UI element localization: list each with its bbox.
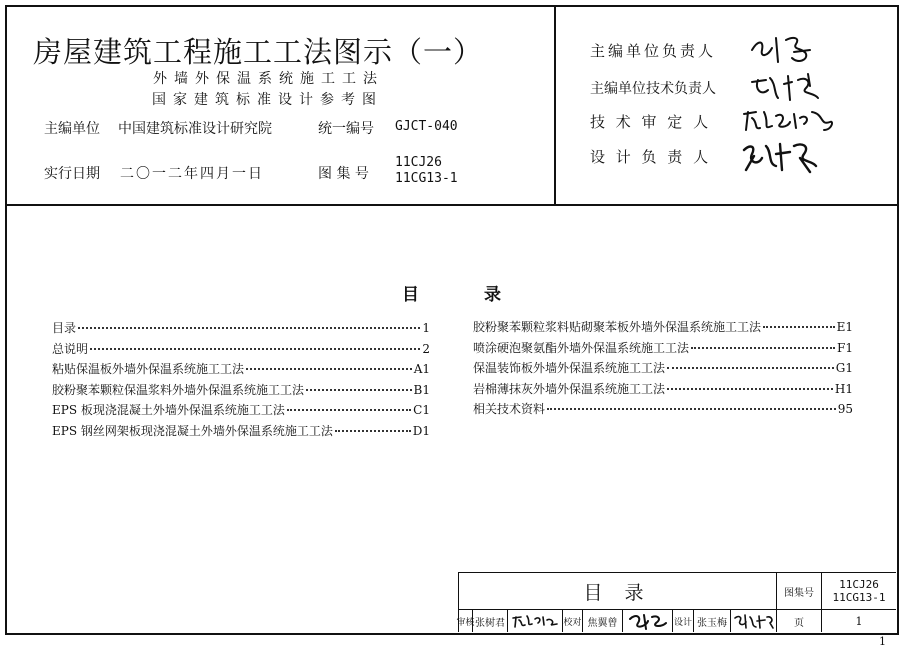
atlas-value-2: 11CG13-1 (395, 171, 458, 186)
toc-entry (473, 380, 853, 401)
title-block-atlas-value (821, 573, 896, 609)
title-block-atlas-value-1: 11CJ26 (839, 578, 879, 591)
check-signature (622, 609, 672, 632)
header-column-divider (554, 5, 556, 205)
toc-entry-page: E1 (836, 320, 853, 334)
toc-entry-title: 胶粉聚苯颗粒浆料贴砌聚苯板外墙外保温系统施工工法 (473, 320, 762, 334)
toc-entry-title: 岩棉薄抹灰外墙外保温系统施工工法 (473, 381, 666, 396)
toc-entry-page: C1 (413, 403, 430, 417)
review-label: 审核 (459, 609, 472, 632)
document-subtitle: 外墙外保温系统施工工法 (153, 71, 384, 87)
responsible-label-review: 技 术 审 定 人 (590, 113, 712, 131)
design-label: 设计 (672, 609, 693, 632)
design-name: 张玉梅 (693, 609, 730, 632)
toc-left-column (52, 319, 430, 442)
responsible-label-design: 设 计 负 责 人 (590, 148, 712, 166)
code-label: 统一编号 (318, 121, 374, 137)
toc-leader (763, 326, 835, 328)
toc-leader (691, 347, 835, 349)
signature-image (748, 28, 818, 68)
responsible-label-editor: 主编单位负责人 (590, 42, 717, 60)
toc-entry-title: 喷涂硬泡聚氨酯外墙外保温系统施工工法 (473, 340, 690, 355)
toc-entry-page: 95 (837, 402, 853, 416)
header-divider (5, 204, 897, 206)
editor-label: 主编单位 (44, 121, 100, 137)
page-value: 1 (821, 609, 896, 632)
toc-entry (52, 319, 430, 340)
toc-entry-page: A1 (413, 362, 430, 376)
document-subtitle-2: 国家建筑标准设计参考图 (152, 92, 383, 108)
title-block-atlas-value-2: 11CG13-1 (832, 591, 886, 604)
responsible-label-technical: 主编单位技术负责人 (590, 81, 716, 97)
title-block-atlas-label: 图集号 (776, 573, 821, 609)
document-title: 房屋建筑工程施工工法图示（一） (33, 35, 484, 69)
atlas-value-1: 11CJ26 (395, 155, 442, 170)
check-name: 焦翼曾 (582, 609, 622, 632)
toc-entry (473, 359, 853, 380)
toc-leader (335, 430, 411, 432)
toc-entry-page: B1 (413, 382, 430, 397)
signature-image (626, 611, 670, 631)
date-label: 实行日期 (44, 166, 100, 182)
toc-entry-page: 1 (422, 321, 430, 335)
code-value: GJCT-040 (395, 119, 458, 134)
editor-value: 中国建筑标准设计研究院 (118, 121, 272, 137)
toc-entry-title: 保温装饰板外墙外保温系统施工工法 (473, 361, 666, 375)
toc-entry (52, 381, 430, 402)
toc-heading-right: 录 (484, 285, 501, 305)
check-label: 校对 (562, 609, 582, 632)
date-value: 二〇一二年四月一日 (120, 166, 264, 182)
toc-entry-title: EPS 钢丝网架板现浇混凝土外墙外保温系统施工工法 (52, 423, 333, 438)
toc-leader (287, 409, 411, 411)
atlas-label: 图 集 号 (318, 166, 369, 182)
toc-heading-left: 目 (402, 285, 419, 305)
design-signature (730, 609, 776, 632)
toc-leader (78, 327, 420, 329)
toc-entry (473, 339, 853, 360)
signature-image (733, 612, 775, 630)
toc-leader (246, 368, 412, 370)
toc-entry-page: H1 (834, 381, 853, 396)
toc-right-column (473, 318, 853, 421)
signature-image (748, 70, 828, 106)
toc-leader (547, 408, 836, 410)
page-label: 页 (776, 609, 821, 632)
signature-image (740, 104, 840, 138)
toc-entry-page: 2 (422, 341, 430, 356)
toc-entry-page: D1 (412, 423, 430, 438)
toc-entry (473, 400, 853, 421)
page-number: 1 (879, 635, 886, 648)
toc-entry-title: 总说明 (52, 341, 89, 356)
toc-leader (90, 348, 420, 350)
toc-entry (473, 318, 853, 339)
toc-entry-title: EPS 板现浇混凝土外墙外保温系统施工工法 (52, 403, 285, 417)
toc-entry-title: 相关技术资料 (473, 402, 546, 416)
toc-entry-page: F1 (837, 340, 853, 355)
toc-leader (667, 388, 833, 390)
review-name: 张树君 (472, 609, 507, 632)
toc-leader (306, 389, 412, 391)
toc-entry-title: 胶粉聚苯颗粒保温浆料外墙外保温系统施工工法 (52, 382, 305, 397)
signature-image (511, 612, 559, 630)
toc-leader (667, 367, 834, 369)
toc-entry-title: 粘贴保温板外墙外保温系统施工工法 (52, 362, 245, 376)
title-block-title: 目 录 (583, 581, 652, 604)
toc-entry (52, 360, 430, 381)
toc-entry (52, 340, 430, 361)
toc-entry-title: 目录 (52, 321, 77, 335)
toc-entry (52, 401, 430, 422)
review-signature (507, 609, 562, 632)
signature-image (740, 136, 820, 176)
toc-entry (52, 422, 430, 443)
title-block (458, 572, 896, 632)
toc-entry-page: G1 (835, 361, 853, 375)
